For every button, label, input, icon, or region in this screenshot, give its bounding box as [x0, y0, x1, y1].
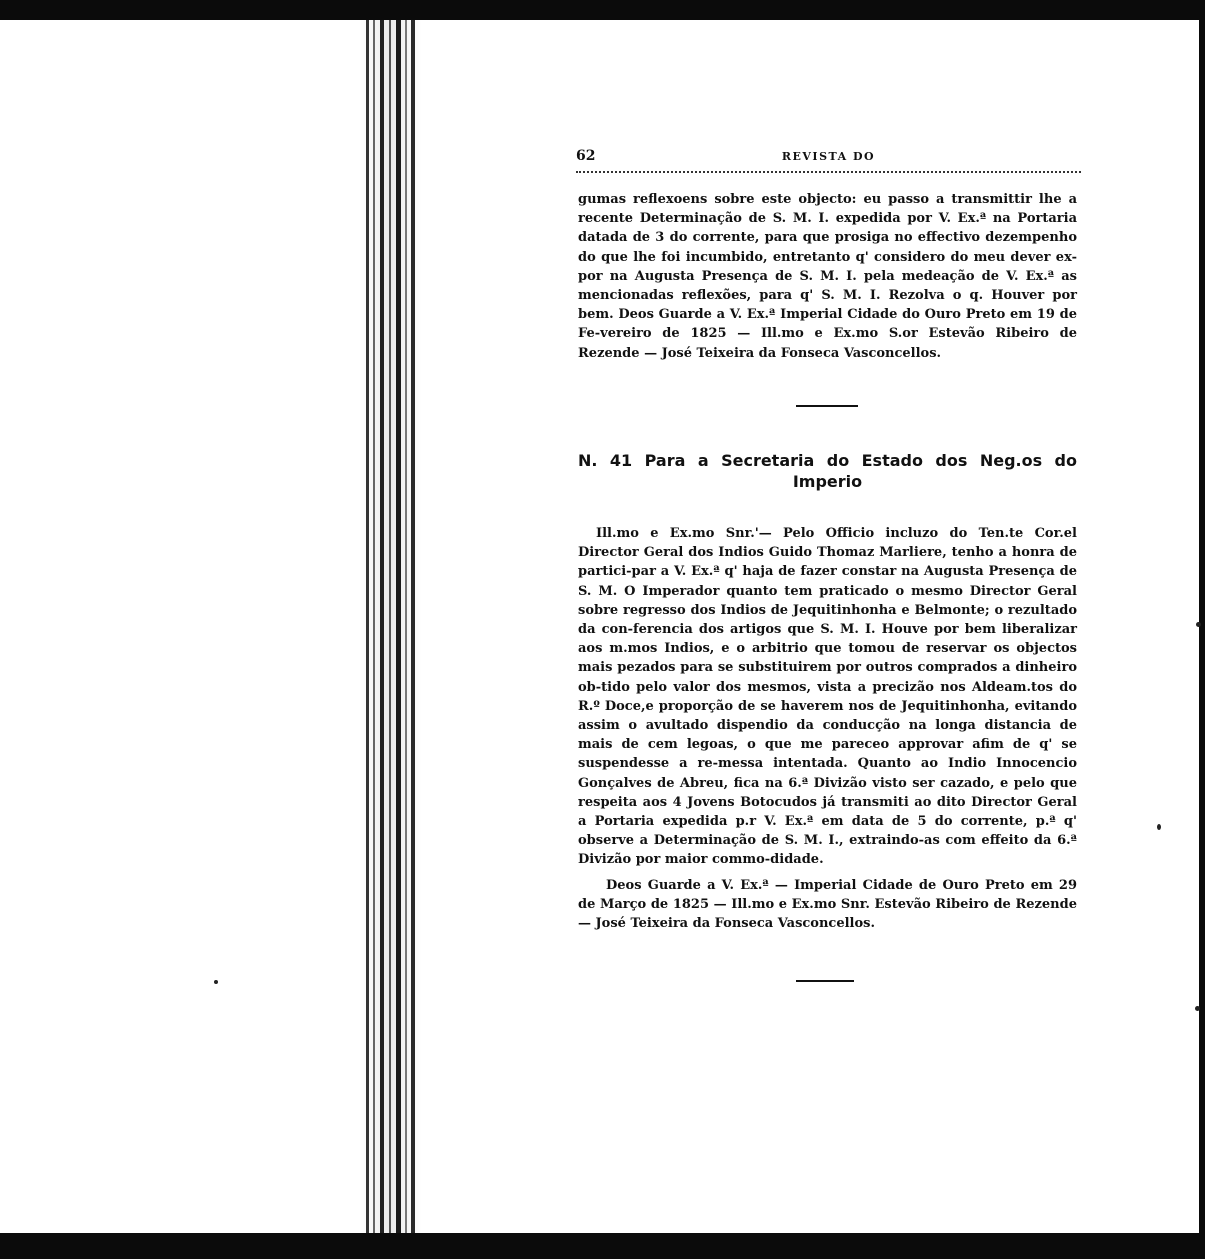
- scan-speck: [214, 980, 218, 984]
- book-spine-line: [405, 20, 407, 1233]
- scan-speck: [1196, 622, 1201, 627]
- page-header: [576, 148, 1081, 170]
- book-spine-line: [380, 20, 384, 1233]
- scan-border-right: [1199, 0, 1205, 1259]
- paragraph-letter-body: Ill.mo e Ex.mo Snr.'— Pelo Officio incluzo do Ten.te Cor.el Director Geral dos Indios Guido Thomaz Marliere, tenho a honra de partici-par a V. Ex.ª q' haja de fazer constar na Augusta Presença de S. M. O Imperador quanto tem praticado o mesmo Director Geral sobre regresso dos Indios de Jequitinhonha e Belmonte; o rezultado da con-ferencia dos artigos que S. M. I. Houve por bem liberalizar aos m.mos Indios, e o arbitrio que tomou de reservar os objectos mais pezados para se substituirem por outros comprados a dinheiro ob-tido pelo valor dos mesmos, vista a precizão nos Aldeam.tos do R.º Doce,e proporção de se haverem nos de Jequitinhonha, evitando assim o avultado dispendio da conducção na longa distancia de mais de cem legoas, o que me pareceo approvar afim de q' se suspendesse a re-messa intentada. Quanto ao Indio Innocencio Gonçalves de Abreu, fica na 6.ª Divizão visto ser cazado, e pelo que respeita aos 4 Jovens Botocudos já transmiti ao dito Director Geral a Portaria expedida p.r V. Ex.ª em data de 5 do corrente, p.ª q' observe a Determinação de S. M. I., extraindo-as com effeito da 6.ª Divizão por maior commo-didade.: [578, 526, 1077, 868]
- book-spine-line: [373, 20, 375, 1233]
- section-divider: [796, 980, 854, 982]
- paragraph-letter-closing: Deos Guarde a V. Ex.ª — Imperial Cidade de Ouro Preto em 29 de Março de 1825 — Ill.mo e Ex.mo Snr. Estevão Ribeiro de Rezende — José Teixeira da Fonseca Vasconcellos.: [578, 878, 1077, 932]
- book-spine-line: [366, 20, 369, 1233]
- book-spine-line: [389, 20, 391, 1233]
- section-divider: [796, 405, 858, 407]
- scan-speck: [1195, 1006, 1200, 1011]
- book-spine-line: [411, 20, 415, 1233]
- scan-border-top: [0, 0, 1205, 20]
- section-heading-line-2: Imperio: [792, 472, 863, 491]
- page-number: 62: [576, 148, 596, 164]
- book-spine-line: [396, 20, 401, 1233]
- header-dotted-rule: [576, 171, 1081, 173]
- scan-border-bottom: [0, 1233, 1205, 1259]
- paragraph-continuation: gumas reflexoens sobre este objecto: eu passo a transmittir lhe a recente Determinação de S. M. I. expedida por V. Ex.ª na Portaria datada de 3 do corrente, para que prosiga no effectivo dezempenho do que lhe foi incumbido, entretanto q' considero do meu dever ex-por na Augusta Presença de S. M. I. pela medeação de V. Ex.ª as mencionadas reflexões, para q' S. M. I. Rezolva o q. Houver por bem. Deos Guarde a V. Ex.ª Imperial Cidade do Ouro Preto em 19 de Fe-vereiro de 1825 — Ill.mo e Ex.mo S.or Estevão Ribeiro de Rezende — José Teixeira da Fonseca Vasconcellos.: [578, 192, 1077, 361]
- scan-speck: [1157, 824, 1161, 830]
- section-heading: [578, 450, 1077, 492]
- section-heading-line-1: N. 41 Para a Secretaria do Estado dos Neg.os do: [578, 451, 1077, 470]
- running-title: REVISTA DO: [781, 150, 876, 163]
